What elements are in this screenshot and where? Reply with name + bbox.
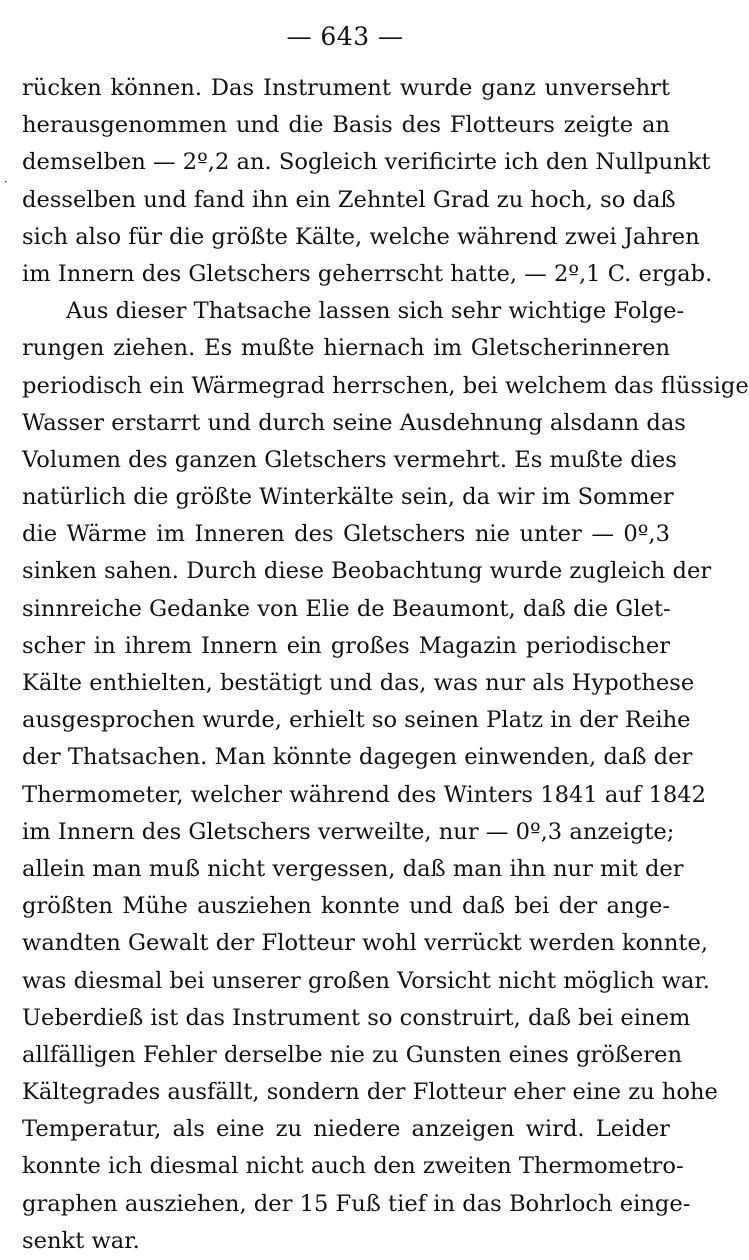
- text-line: Wasser erstarrt und durch seine Ausdehnung alsdann das: [22, 409, 686, 436]
- text-line: der Thatsachen. Man könnte dagegen einwenden, daß der: [22, 744, 693, 771]
- body-text: [22, 70, 749, 1260]
- text-line: Aus dieser Thatsache lassen sich sehr wichtige Folge-: [66, 298, 685, 325]
- text-line: allein man muß nicht vergessen, daß man ihn nur mit der: [22, 855, 684, 882]
- text-line: rungen ziehen. Es mußte hiernach im Gletscherinneren: [22, 335, 670, 362]
- text-line: im Innern des Gletschers verweilte, nur — 0º,3 anzeigte;: [22, 818, 675, 845]
- text-line: allfälligen Fehler derselbe nie zu Gunsten eines größeren: [22, 1041, 683, 1068]
- text-line: Kältegrades ausfällt, sondern der Flotteur eher eine zu hohe: [22, 1079, 718, 1106]
- text-line: Thermometer, welcher während des Winters 1841 auf 1842: [22, 781, 706, 808]
- text-line: sinken sahen. Durch diese Beobachtung wurde zugleich der: [22, 558, 712, 585]
- text-line: wandten Gewalt der Flotteur wohl verrückt werden konnte,: [22, 930, 709, 957]
- text-line: demselben — 2º,2 an. Sogleich verificirte ich den Nullpunkt: [22, 149, 711, 176]
- text-line: periodisch ein Wärmegrad herrschen, bei welchem das flüssige: [22, 372, 749, 399]
- text-line: rücken können. Das Instrument wurde ganz unversehrt: [22, 75, 670, 101]
- text-line: natürlich die größte Winterkälte sein, da wir im Sommer: [22, 484, 674, 511]
- text-line: Ueberdieß ist das Instrument so construirt, daß bei einem: [22, 1004, 691, 1031]
- text-line: sinnreiche Gedanke von Elie de Beaumont, daß die Glet-: [22, 595, 671, 622]
- text-line: herausgenommen und die Basis des Flotteurs zeigte an: [22, 112, 670, 139]
- text-line: Kälte enthielten, bestätigt und das, was nur als Hypothese: [22, 670, 695, 696]
- text-line: sich also für die größte Kälte, welche während zwei Jahren: [22, 223, 700, 250]
- text-line: größten Mühe ausziehen konnte und daß bei der ange-: [22, 893, 670, 920]
- margin-mark: ·: [4, 175, 8, 189]
- paragraph-2: [22, 293, 749, 1260]
- text-line: scher in ihrem Innern ein großes Magazin periodischer: [22, 632, 670, 659]
- text-line: senkt war.: [22, 1227, 140, 1254]
- text-line: Volumen des ganzen Gletschers vermehrt. Es mußte dies: [22, 446, 677, 473]
- text-line: im Innern des Gletschers geherrscht hatte, — 2º,1 C. ergab.: [22, 260, 713, 287]
- text-line: die Wärme im Inneren des Gletschers nie unter — 0º,3: [22, 521, 670, 548]
- text-line: desselben und fand ihn ein Zehntel Grad zu hoch, so daß: [22, 186, 676, 213]
- page-number: — 643 —: [286, 22, 404, 51]
- text-line: graphen ausziehen, der 15 Fuß tief in das Bohrloch einge-: [22, 1190, 691, 1217]
- paragraph-1: [22, 70, 713, 293]
- text-line: was diesmal bei unserer großen Vorsicht nicht möglich war.: [22, 967, 710, 994]
- text-line: ausgesprochen wurde, erhielt so seinen Platz in der Reihe: [22, 707, 691, 734]
- text-line: Temperatur, als eine zu niedere anzeigen wird. Leider: [22, 1116, 670, 1143]
- text-line: konnte ich diesmal nicht auch den zweiten Thermometro-: [22, 1153, 684, 1180]
